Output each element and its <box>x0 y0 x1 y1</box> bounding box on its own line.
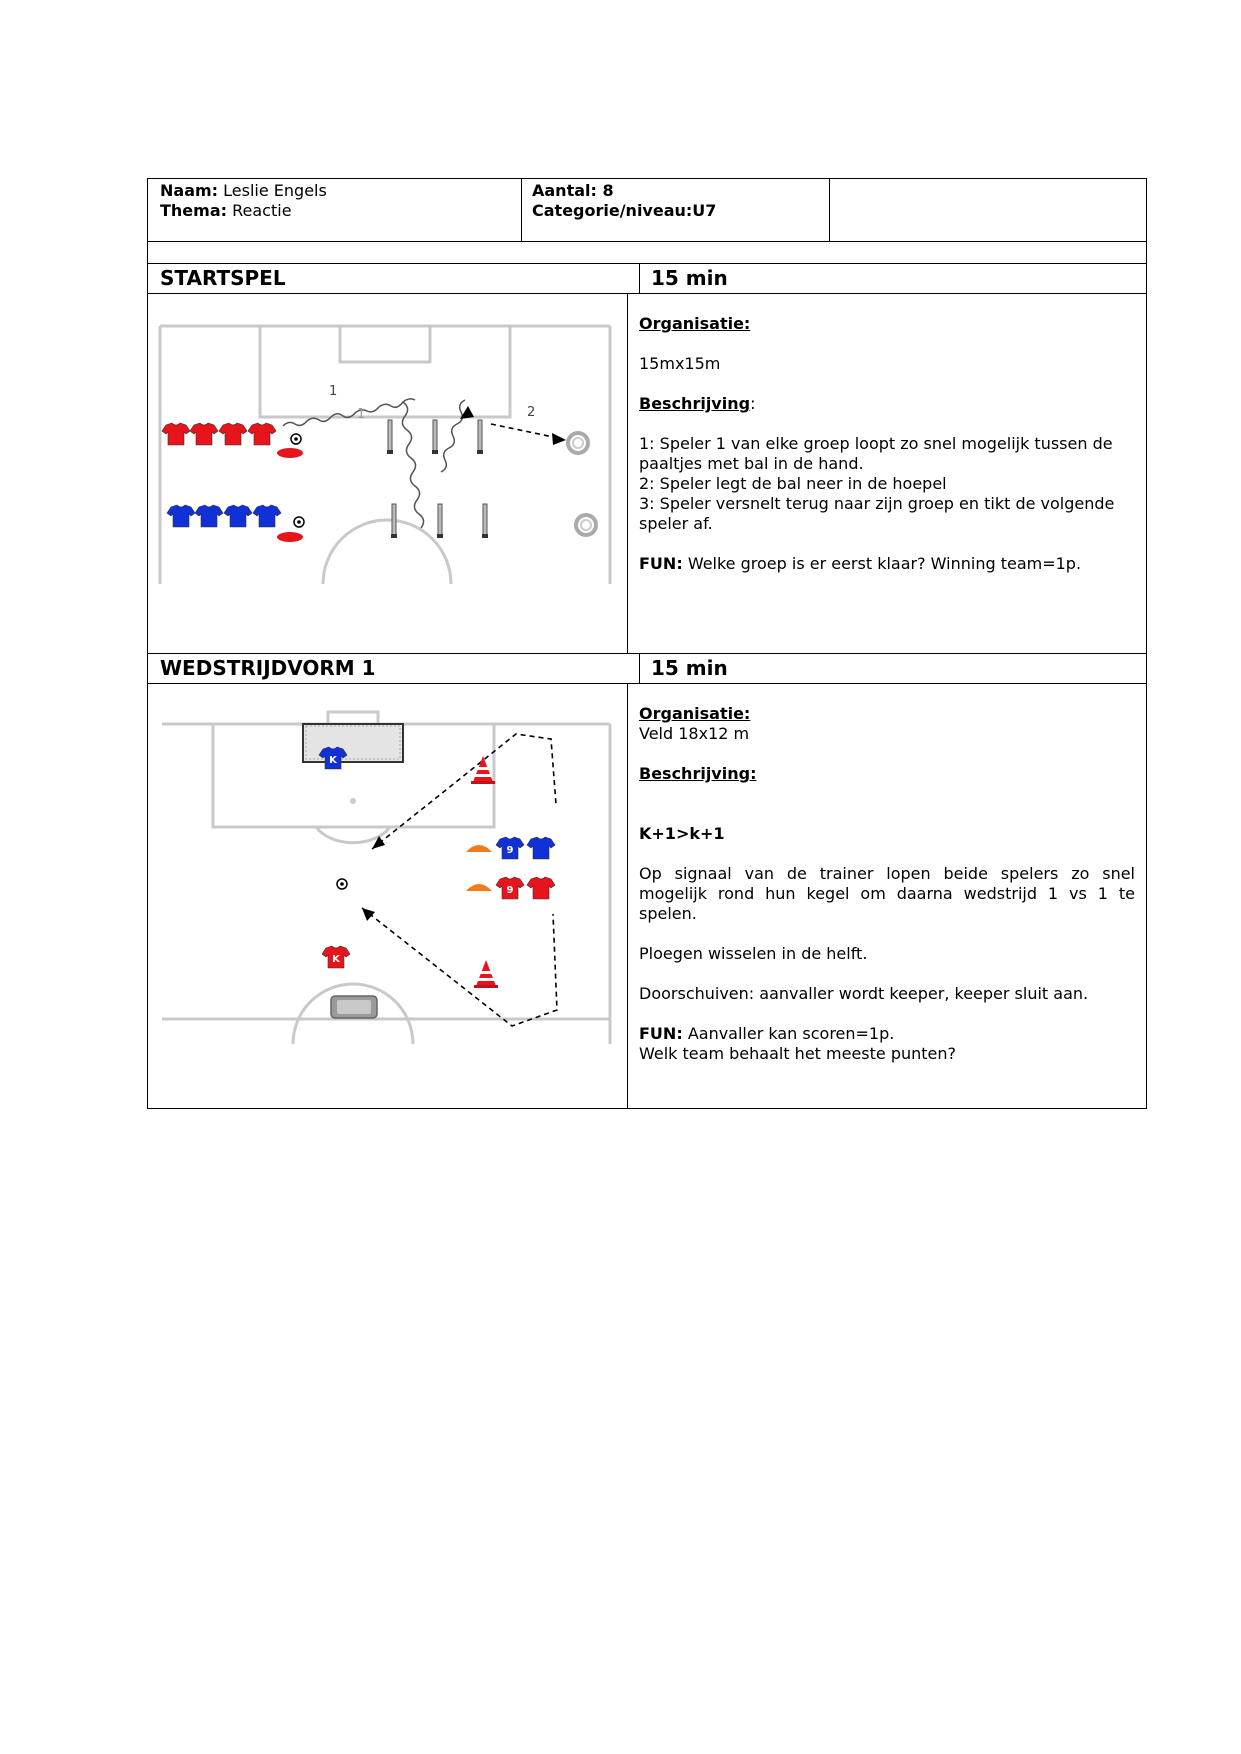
goal-bottom <box>331 996 377 1018</box>
description: Op signaal van de trainer lopen beide spelers zo snel mogelijk rond hun kegel om daarna wedstrijd 1 vs 1 te spelen. <box>639 864 1135 923</box>
startspel-text-cell <box>628 294 1146 653</box>
wedstrijdvorm-diagram <box>148 684 627 1108</box>
shirt-icon <box>527 837 555 859</box>
header-row <box>147 178 1147 242</box>
pole-icon <box>391 504 397 538</box>
spacer-row <box>147 242 1147 264</box>
formule: K+1>k+1 <box>639 824 725 843</box>
beschrijving-label: Beschrijving: <box>639 764 757 783</box>
shirt-icon <box>190 423 218 445</box>
shirt-label: K <box>329 755 337 766</box>
step-2: 2: Speler legt de bal neer in de hoepel <box>639 474 947 493</box>
hoop-icon <box>568 433 588 453</box>
startspel-body <box>147 294 1147 654</box>
wedstrijdvorm-title-row <box>147 654 1147 684</box>
dashed-pass-arrow <box>491 424 558 438</box>
header-count-cell <box>522 179 830 241</box>
hoop-inner-icon <box>573 438 583 448</box>
shirt-label: 9 <box>506 845 514 856</box>
shirts <box>162 423 281 527</box>
shirt-icon <box>496 877 524 899</box>
organisatie-value: 15mx15m <box>639 354 721 373</box>
shirt-icon <box>527 877 555 899</box>
categorie-text: Categorie/niveau:U7 <box>532 201 717 220</box>
shirt-label: 9 <box>506 885 514 896</box>
fun-value: Welke groep is er eerst klaar? Winning team=1p. <box>687 554 1082 573</box>
arrow-head <box>362 908 375 921</box>
shirt-icon <box>253 505 281 527</box>
fun-value-2: Welk team behaalt het meeste punten? <box>639 1044 957 1063</box>
wedstrijdvorm-duration: 15 min <box>651 656 728 680</box>
wedstrijdvorm-text-cell <box>628 684 1146 1108</box>
cone-icon <box>474 960 498 988</box>
step-3: 3: Speler versnelt terug naar zijn groep en tikt de volgende speler af. <box>639 494 1115 533</box>
startspel-title-row <box>147 264 1147 294</box>
pole-icon <box>482 504 488 538</box>
diagram-label-2: 2 <box>527 405 536 420</box>
shirt-label: K <box>332 954 340 965</box>
organisatie-value: Veld 18x12 m <box>639 724 750 743</box>
arrow-head <box>460 406 474 419</box>
players-and-cones <box>319 747 555 988</box>
naam-label: Naam: <box>160 181 219 200</box>
shirt-icon <box>219 423 247 445</box>
diagram-label-1: 1 <box>329 384 338 399</box>
shirt-icon <box>162 423 190 445</box>
pole-icon <box>387 420 393 454</box>
shirt-icon <box>167 505 195 527</box>
wedstrijdvorm-title: WEDSTRIJDVORM 1 <box>148 654 640 683</box>
ball <box>337 879 347 889</box>
wedstrijdvorm-body <box>147 684 1147 1109</box>
penalty-spot <box>350 798 356 804</box>
cones-flat <box>277 448 303 542</box>
diagram-label-1b: 1 <box>357 407 366 422</box>
step-1: 1: Speler 1 van elke groep loopt zo snel mogelijk tussen de paaltjes met bal in de hand. <box>639 434 1113 473</box>
hoops <box>568 433 596 535</box>
wedstrijdvorm-diagram-cell <box>148 684 628 1108</box>
goal-top <box>303 724 403 762</box>
doorschuiven-text: Doorschuiven: aanvaller wordt keeper, keeper sluit aan. <box>639 984 1089 1003</box>
naam-value: Leslie Engels <box>223 181 327 200</box>
colon: : <box>750 394 756 413</box>
shirt-icon <box>322 946 350 968</box>
dashed-run-paths <box>362 734 557 1026</box>
shirt-icon <box>248 423 276 445</box>
thema-label: Thema: <box>160 201 228 220</box>
pole-icon <box>477 420 483 454</box>
startspel-diagram <box>148 294 627 653</box>
pole-icon <box>432 420 438 454</box>
balls <box>291 434 304 527</box>
hoop-inner-icon <box>581 520 591 530</box>
shirt-icon <box>496 837 524 859</box>
aantal-text: Aantal: 8 <box>532 181 614 200</box>
header-empty-cell <box>830 179 1146 241</box>
fun-label: FUN: <box>639 554 683 573</box>
organisatie-label: Organisatie: <box>639 314 751 333</box>
shirt-icon <box>319 747 347 769</box>
flat-cone-icon <box>277 532 303 542</box>
pole-icon <box>437 504 443 538</box>
cone-icon <box>471 756 495 784</box>
flat-cone-icon <box>277 448 303 458</box>
pitch-lines <box>160 326 610 584</box>
pass-arrow-head <box>552 433 566 445</box>
flat-cone-icon <box>466 845 492 852</box>
shirt-icon <box>195 505 223 527</box>
thema-value: Reactie <box>232 201 292 220</box>
startspel-diagram-cell <box>148 294 628 653</box>
wissel-text: Ploegen wisselen in de helft. <box>639 944 868 963</box>
flat-cone-icon <box>466 884 492 891</box>
training-sheet <box>147 178 1147 1109</box>
hoop-icon <box>576 515 596 535</box>
shirt-icon <box>224 505 252 527</box>
organisatie-label: Organisatie: <box>639 704 751 723</box>
startspel-duration: 15 min <box>651 266 728 290</box>
startspel-title: STARTSPEL <box>148 264 640 293</box>
fun-label: FUN: <box>639 1024 683 1043</box>
fun-value: Aanvaller kan scoren=1p. <box>687 1024 895 1043</box>
header-name-cell <box>148 179 522 241</box>
beschrijving-label: Beschrijving <box>639 394 751 413</box>
